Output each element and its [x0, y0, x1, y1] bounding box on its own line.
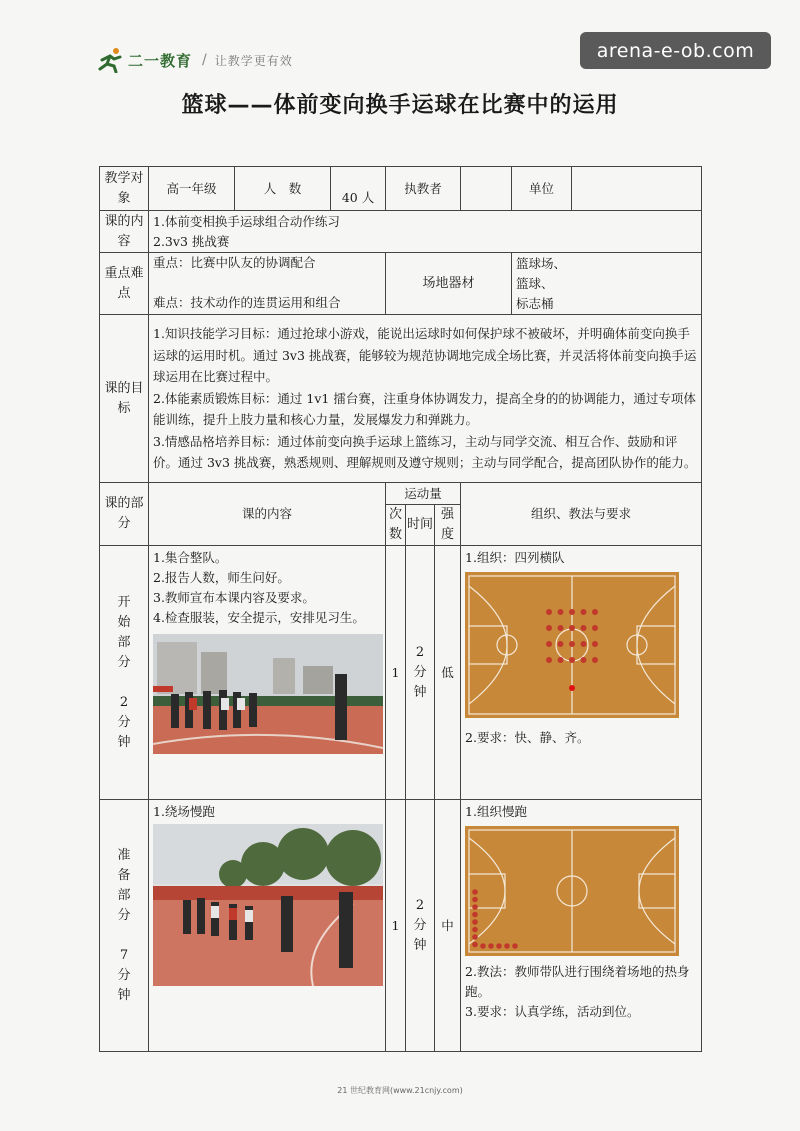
student-marker [592, 625, 598, 631]
goals-row [100, 315, 702, 483]
student-marker [581, 657, 587, 663]
table-head-row-1 [100, 483, 702, 505]
basketball-court-lineup-icon [465, 572, 679, 718]
student-marker [558, 625, 564, 631]
student-marker [569, 657, 575, 663]
student-marker [546, 641, 552, 647]
runner-marker [472, 889, 478, 895]
head-times: 次数 [386, 505, 406, 546]
content-item-1: 1.体前变相换手运球组合动作练习 [153, 213, 340, 229]
section-start-row [100, 546, 702, 800]
header-separator: / [202, 52, 207, 68]
court-diagram-lineup [465, 572, 697, 718]
section-warmup-req: 3.要求：认真学练，活动到位。 [465, 1004, 640, 1019]
runner-marker [472, 904, 478, 910]
unit-label: 单位 [512, 167, 572, 211]
student-marker [558, 657, 564, 663]
venue-list [512, 253, 702, 315]
section-start-part [100, 546, 149, 800]
student-marker [569, 641, 575, 647]
keypoints-label: 重点难点 [100, 253, 149, 315]
section-start-item-1: 1.集合整队。 [153, 550, 228, 565]
student-marker [592, 641, 598, 647]
keypoints-text [149, 253, 386, 315]
student-marker [592, 657, 598, 663]
keypoints-row [100, 253, 702, 315]
section-start-time-unit-1: 分 [413, 664, 427, 680]
goal-1: 1.知识技能学习目标：通过抢球小游戏，能说出运球时如何保护球不被破坏，并明确体前变向换手运球的运用时机。通过 3v3 挑战赛，能够较为规范协调地完成全场比赛，并灵活将体前变向换手运球运用在比赛过程中。 [153, 326, 697, 385]
page-footer: 21 世纪教育网(www.21cnjy.com) [337, 1086, 463, 1095]
court-diagram-jog [465, 826, 697, 956]
content-row [100, 211, 702, 253]
info-row [100, 167, 702, 211]
section-warmup-org-text: 1.组织慢跑 [465, 804, 527, 819]
goals-label: 课的目标 [100, 315, 149, 483]
watermark-badge: arena-e-ob.com [580, 32, 771, 69]
section-warmup-part [100, 800, 149, 1052]
head-org: 组织、教法与要求 [461, 483, 702, 546]
section-warmup-org [461, 800, 702, 1052]
section-warmup-unit: 分钟 [117, 967, 131, 1003]
section-warmup-row [100, 800, 702, 1052]
venue-item-1: 篮球场、 [516, 255, 567, 271]
goals-text [149, 315, 702, 483]
head-part: 课的部分 [100, 483, 149, 546]
count-label: 人 数 [235, 167, 331, 211]
runner-marker [472, 927, 478, 933]
page-title: 篮球——体前变向换手运球在比赛中的运用 [181, 93, 619, 118]
section-start-org [461, 546, 702, 800]
warmup-jog-photo [153, 824, 383, 986]
runner-marker [472, 912, 478, 918]
section-warmup-times: 1 [386, 800, 406, 1052]
section-start-time [406, 546, 435, 800]
runner-marker [512, 943, 518, 949]
section-warmup-time-unit-2: 钟 [413, 937, 427, 953]
section-start-org-text: 1.组织：四列横队 [465, 550, 565, 565]
section-start-times: 1 [386, 546, 406, 800]
runner-marker [480, 943, 486, 949]
runner-marker [472, 897, 478, 903]
teacher-value [461, 167, 512, 211]
content-items [149, 211, 702, 253]
runner-marker [496, 943, 502, 949]
section-start-unit: 分钟 [117, 714, 131, 750]
section-start-content [149, 546, 386, 800]
student-marker [558, 609, 564, 615]
runner-marker [472, 919, 478, 925]
basketball-court-jog-icon [465, 826, 679, 956]
class-lineup-photo [153, 634, 383, 754]
section-start-time-unit-2: 钟 [413, 684, 427, 700]
brand-slogan: 让教学更有效 [214, 53, 293, 68]
lesson-plan-table [99, 166, 702, 1052]
section-warmup-item-1: 1.绕场慢跑 [153, 804, 215, 819]
student-marker [546, 657, 552, 663]
head-time: 时间 [406, 505, 435, 546]
section-start-intensity: 低 [435, 546, 461, 800]
student-marker [581, 641, 587, 647]
count-value: 40 人 [331, 167, 386, 211]
section-start-req: 2.要求：快、静、齐。 [465, 730, 590, 745]
head-load: 运动量 [386, 483, 461, 505]
grade-value: 高一年级 [149, 167, 235, 211]
student-marker [581, 609, 587, 615]
section-warmup-minutes: 7 [119, 947, 129, 963]
runner-marker [472, 934, 478, 940]
runner-marker [504, 943, 510, 949]
key-point: 重点：比赛中队友的协调配合 [153, 255, 316, 270]
audience-label: 教学对象 [100, 167, 149, 211]
section-start-minutes: 2 [119, 694, 129, 710]
section-warmup-time-num: 2 [415, 897, 425, 913]
head-content: 课的内容 [149, 483, 386, 546]
goal-2: 2.体能素质锻炼目标：通过 1v1 擂台赛，注重身体协调发力，提高全身的的协调能力，通过专项体能训练，提升上肢力量和核心力量，发展爆发力和弹跳力。 [153, 390, 696, 428]
student-marker [569, 625, 575, 631]
student-marker [592, 609, 598, 615]
runner-logo-icon [96, 47, 124, 73]
brand-name: 二一教育 [128, 51, 193, 70]
student-marker [569, 609, 575, 615]
section-warmup-part-name: 准备部分 [117, 847, 131, 923]
section-warmup-intensity: 中 [435, 800, 461, 1052]
teacher-label: 执教者 [386, 167, 461, 211]
section-warmup-time [406, 800, 435, 1052]
section-warmup-method: 2.教法：教师带队进行围绕着场地的热身跑。 [465, 964, 690, 999]
section-warmup-time-unit-1: 分 [413, 917, 427, 933]
goal-3: 3.情感品格培养目标：通过体前变向换手运球上篮练习，主动与同学交流、相互合作、鼓励和评价。通过 3v3 挑战赛，熟悉规则、理解规则及遵守规则；主动与同学配合，提高团队协作的能力。 [153, 433, 697, 471]
section-start-time-num: 2 [415, 644, 425, 660]
runner-marker [472, 942, 478, 948]
section-start-item-4: 4.检查服装，安全提示，安排见习生。 [153, 610, 365, 625]
section-start-part-name: 开始部分 [117, 594, 131, 670]
unit-value [572, 167, 702, 211]
venue-item-2: 篮球、 [516, 275, 554, 291]
difficulty-point: 难点：技术动作的连贯运用和组合 [153, 295, 341, 310]
head-intensity: 强度 [435, 505, 461, 546]
runner-marker [488, 943, 494, 949]
content-label: 课的内容 [100, 211, 149, 253]
content-item-2: 2.3v3 挑战赛 [153, 233, 230, 249]
venue-item-3: 标志桶 [516, 295, 554, 311]
section-start-item-3: 3.教师宣布本课内容及要求。 [153, 590, 315, 605]
student-marker [581, 625, 587, 631]
student-marker [558, 641, 564, 647]
section-warmup-content [149, 800, 386, 1052]
student-marker [546, 625, 552, 631]
student-marker [546, 609, 552, 615]
section-start-item-2: 2.报告人数，师生问好。 [153, 570, 290, 585]
venue-label: 场地器材 [386, 253, 512, 315]
header [96, 44, 293, 76]
